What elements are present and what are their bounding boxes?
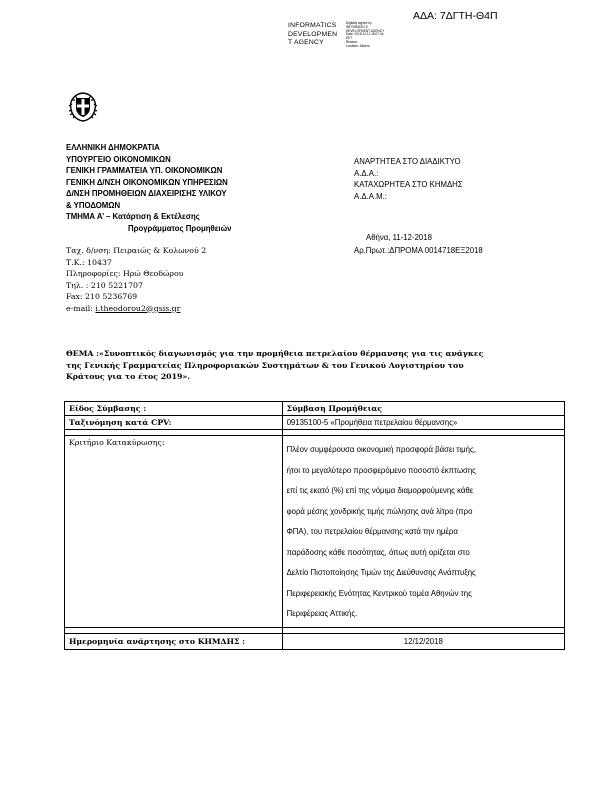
authority-header [66,142,232,234]
email-label: e-mail: [66,303,93,313]
table-row [65,402,565,416]
signature-line: Reason: [346,39,358,44]
agency-line: DEVELOPMEN [288,30,338,38]
award-line: Περιφερειακής Ενότητας Κεντρικού τομέα Αθηνών της [286,588,472,598]
subject [66,348,548,383]
cpv-value: 09135100-5 «Προμήθεια πετρελαίου θέρμανσης» [282,416,564,430]
award-line: επί τις εκατό (%) επί της νόμιμα διαμορφούμενης κάθε [286,486,474,495]
posting-note: Α.Δ.Α.: [354,168,379,178]
email-link[interactable]: i.theodorou2@gsis.gr [95,303,181,313]
authority-line: ΓΕΝΙΚΗ ΓΡΑΜΜΑΤΕΙΑ ΥΠ. ΟΙΚΟΝΟΜΙΚΩΝ [66,166,223,175]
award-line: παράδοσης κάθε ποσότητας, όπως αυτή ορίζεται στο [286,547,470,557]
tender-details-table [64,401,565,650]
authority-line: ΕΛΛΗΝΙΚΗ ΔΗΜΟΚΡΑΤΙΑ [66,143,160,152]
signature-line: DEVELOPMENT AGENCY [346,28,385,33]
posting-date-value: 12/12/2018 [282,633,564,649]
digital-signature-block [346,22,384,49]
award-line: Περιφέρειας Αττικής. [286,609,358,618]
contact-details [66,245,206,314]
subject-line: Κράτους για το έτος 2019». [66,372,191,381]
authority-line: & ΥΠΟΔΟΜΩΝ [66,200,121,210]
signer-agency [288,22,337,48]
signature-line: INFORMATICS [346,24,368,29]
contact-line: Fax: 210 5236769 [66,292,138,301]
ada-code: ΑΔΑ: 7ΔΓΤΗ-Θ4Π [413,10,498,22]
signature-line: EET [346,36,353,41]
contact-line: Πληροφορίες: Ηρώ Θεοδώρου [66,269,184,278]
award-criterion-label: Κριτήριο Κατακύρωσης: [65,436,283,628]
document-date: Αθήνα, 11-12-2018 [366,233,432,242]
award-criterion-text [282,436,564,628]
signature-line: Location: Athens [346,43,370,48]
award-line: ήτοι το μεγαλύτερο προσφερόμενο ποσοστό έκπτωσης [286,465,476,475]
award-line: Πλέον συμφέρουσα οικονομική προσφορά βάσει τιμής, [286,445,476,454]
department-line: ΤΜΗΜΑ Α’ – Κατάρτιση & Εκτέλεσης [66,212,200,221]
authority-line: ΥΠΟΥΡΓΕΙΟ ΟΙΚΟΝΟΜΙΚΩΝ [66,154,171,164]
department-line: Προγράμματος Προμηθειών [128,223,232,233]
table-row [65,436,565,628]
signature-line: Digitally signed by [346,21,372,25]
authority-line: ΓΕΝΙΚΗ Δ/ΝΣΗ ΟΙΚΟΝΟΜΙΚΩΝ ΥΠΗΡΕΣΙΩΝ [66,177,228,187]
contact-line: Τ.Κ.: 10437 [66,257,112,267]
agency-line: INFORMATICS [288,22,337,29]
subject-line: της Γενικής Γραμματείας Πληροφοριακών Συστημάτων & του Γενικού Λογιστηρίου του [66,360,464,370]
signature-line: Date: 2018.12.11 18:07:44 [346,32,384,37]
table-row [65,416,565,430]
contact-line: Τηλ. : 210 5221707 [66,280,143,290]
protocol-number: Αρ.Πρωτ.:ΔΠΡΟΜΑ 0014718ΕΞ2018 [354,246,483,255]
contract-type-label: Είδος Σύμβασης : [65,402,283,416]
cpv-label: Ταξινόμηση κατά CPV: [65,416,283,430]
contact-line: Ταχ. δ/νση: Πειραιώς & Κολωνού 2 [66,246,207,255]
email-line [66,303,206,315]
agency-line: T AGENCY [288,39,324,47]
posting-date-label: Ημερομηνία ανάρτησης στο ΚΗΜΔΗΣ : [65,633,283,649]
posting-notes [354,156,463,202]
subject-line: ΘΕΜΑ :«Συνοπτικός διαγωνισμός για την προμήθεια πετρελαίου θέρμανσης για τις ανάγκες [66,349,484,358]
award-line: φορά μέσης χονδρικής τιμής πώλησης ανά λίτρο (προ [286,506,473,516]
award-line: Δελτίο Πιστοποίησης Τιμών της Διεύθυνσης Ανάπτυξης [286,568,476,577]
award-line: ΦΠΑ), του πετρελαίου θέρμανσης κατά την ημέρα [286,527,458,536]
table-row [65,633,565,649]
authority-line: Δ/ΝΣΗ ΠΡΟΜΗΘΕΙΩΝ ΔΙΑΧΕΙΡΙΣΗΣ ΥΛΙΚΟΥ [66,189,227,198]
contract-type-value: Σύμβαση Προμήθειας [282,402,564,416]
posting-note: ΚΑΤΑΧΩΡΗΤΕΑ ΣΤΟ ΚΗΜΔΗΣ [354,180,463,189]
posting-note: Α.Δ.Α.Μ.: [354,191,387,201]
posting-note: ΑΝΑΡΤΗΤΕΑ ΣΤΟ ΔΙΑΔΙΚΤΥΟ [354,157,461,166]
greek-emblem-icon [66,89,100,123]
